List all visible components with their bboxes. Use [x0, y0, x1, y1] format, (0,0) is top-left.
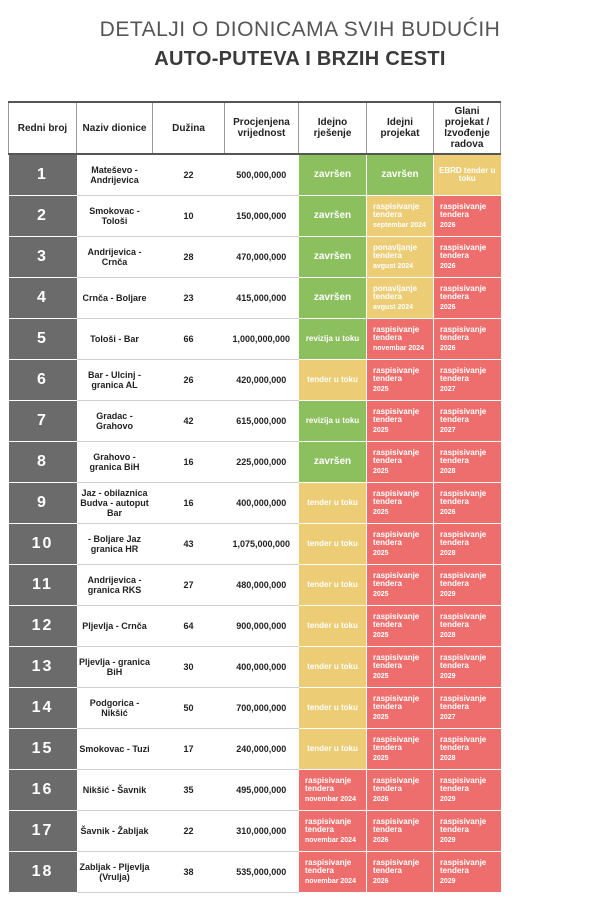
status-date: 2028 [440, 549, 456, 557]
section-name: Jaz - obilaznica Budva - autoput Bar [77, 483, 153, 524]
row-number: 12 [9, 606, 77, 647]
status-text: raspisivanje tendera [440, 570, 487, 588]
status-idejni-projekat [367, 154, 434, 196]
status-idejno-rjesenje [299, 196, 367, 237]
status-date: novembar 2024 [305, 795, 356, 803]
status-idejno-rjesenje [299, 606, 367, 647]
status-glavni-projekat [434, 196, 501, 237]
status-text: raspisivanje tendera [440, 857, 487, 875]
status-text: raspisivanje tendera [440, 283, 487, 301]
row-number: 9 [9, 483, 77, 524]
section-value: 1,075,000,000 [225, 524, 299, 565]
status-idejno-rjesenje [299, 319, 367, 360]
section-name: Andrijevica - Crnča [77, 237, 153, 278]
status-date: novembar 2024 [305, 877, 356, 885]
section-value: 415,000,000 [225, 278, 299, 319]
section-length: 38 [153, 852, 225, 893]
section-length: 43 [153, 524, 225, 565]
section-length: 17 [153, 729, 225, 770]
status-text: raspisivanje tendera [440, 242, 487, 260]
section-value: 470,000,000 [225, 237, 299, 278]
section-value: 700,000,000 [225, 688, 299, 729]
section-length: 16 [153, 442, 225, 483]
status-idejni-projekat [367, 524, 434, 565]
status-text: EBRD tender u toku [439, 166, 496, 183]
section-name: Pljevlja - Crnča [77, 606, 153, 647]
section-value: 400,000,000 [225, 483, 299, 524]
status-glavni-projekat [434, 278, 501, 319]
status-date: 2029 [440, 877, 456, 885]
section-value: 500,000,000 [225, 154, 299, 196]
status-text: tender u toku [307, 580, 358, 589]
status-glavni-projekat [434, 483, 501, 524]
col-header-value: Procjenjena vrijednost [225, 102, 299, 154]
status-text: raspisivanje tendera [373, 775, 420, 793]
section-name: Gradac - Grahovo [77, 401, 153, 442]
status-text: revizija u toku [305, 334, 360, 343]
col-header-idejno-rjesenje: Idejno rješenje [299, 102, 367, 154]
status-date: novembar 2024 [373, 344, 424, 352]
status-text: završen [381, 169, 419, 180]
table-row [9, 154, 501, 196]
row-number: 10 [9, 524, 77, 565]
section-value: 420,000,000 [225, 360, 299, 401]
status-text: raspisivanje tendera [440, 611, 487, 629]
status-glavni-projekat [434, 319, 501, 360]
status-idejno-rjesenje [299, 483, 367, 524]
status-idejni-projekat [367, 770, 434, 811]
status-date: septembar 2024 [373, 221, 426, 229]
page-title-line2: AUTO-PUTEVA I BRZIH CESTI [154, 48, 446, 70]
status-glavni-projekat [434, 770, 501, 811]
row-number: 17 [9, 811, 77, 852]
status-idejni-projekat [367, 319, 434, 360]
status-date: 2025 [373, 467, 389, 475]
status-text: raspisivanje tendera [440, 488, 487, 506]
status-date: 2026 [440, 344, 456, 352]
status-date: 2026 [440, 262, 456, 270]
status-idejno-rjesenje [299, 401, 367, 442]
status-date: novembar 2024 [305, 836, 356, 844]
status-idejni-projekat [367, 811, 434, 852]
status-idejno-rjesenje [299, 278, 367, 319]
status-date: 2025 [373, 508, 389, 516]
table-row [9, 278, 501, 319]
status-date: 2025 [373, 426, 389, 434]
status-date: 2026 [440, 508, 456, 516]
section-name: Mateševo - Andrijevica [77, 154, 153, 196]
status-idejno-rjesenje [299, 729, 367, 770]
status-text: ponavljanje tendera [373, 242, 418, 260]
status-text: raspisivanje tendera [373, 447, 420, 465]
section-length: 16 [153, 483, 225, 524]
status-date: 2027 [440, 713, 456, 721]
section-length: 30 [153, 647, 225, 688]
status-text: tender u toku [307, 744, 358, 753]
row-number: 13 [9, 647, 77, 688]
row-number: 8 [9, 442, 77, 483]
row-number: 3 [9, 237, 77, 278]
status-date: 2026 [440, 221, 456, 229]
section-value: 310,000,000 [225, 811, 299, 852]
section-name: Grahovo - granica BiH [77, 442, 153, 483]
status-idejno-rjesenje [299, 524, 367, 565]
section-length: 42 [153, 401, 225, 442]
status-text: raspisivanje tendera [440, 652, 487, 670]
status-glavni-projekat [434, 811, 501, 852]
status-idejni-projekat [367, 729, 434, 770]
status-text: raspisivanje tendera [440, 734, 487, 752]
status-idejni-projekat [367, 852, 434, 893]
status-idejno-rjesenje [299, 237, 367, 278]
status-idejni-projekat [367, 688, 434, 729]
status-text: raspisivanje tendera [440, 693, 487, 711]
status-date: 2026 [373, 877, 389, 885]
status-text: raspisivanje tendera [305, 816, 352, 834]
status-text: raspisivanje tendera [440, 529, 487, 547]
status-glavni-projekat [434, 154, 501, 196]
section-name: Smokovac - Tuzi [77, 729, 153, 770]
status-idejno-rjesenje [299, 770, 367, 811]
status-text: završen [313, 210, 352, 221]
table-row [9, 606, 501, 647]
section-value: 225,000,000 [225, 442, 299, 483]
status-idejno-rjesenje [299, 688, 367, 729]
status-glavni-projekat [434, 524, 501, 565]
status-date: 2028 [440, 754, 456, 762]
status-text: završen [313, 251, 352, 262]
status-date: 2027 [440, 426, 456, 434]
status-date: 2029 [440, 836, 456, 844]
section-name: Tološi - Bar [77, 319, 153, 360]
section-name: Smokovac - Tološi [77, 196, 153, 237]
section-length: 26 [153, 360, 225, 401]
section-value: 1,000,000,000 [225, 319, 299, 360]
table-row [9, 524, 501, 565]
section-length: 28 [153, 237, 225, 278]
status-text: raspisivanje tendera [440, 201, 487, 219]
status-idejni-projekat [367, 565, 434, 606]
status-idejno-rjesenje [299, 442, 367, 483]
status-text: završen [313, 169, 352, 180]
section-name: Bar - Ulcinj - granica AL [77, 360, 153, 401]
status-idejno-rjesenje [299, 852, 367, 893]
section-length: 27 [153, 565, 225, 606]
status-idejni-projekat [367, 401, 434, 442]
status-date: 2025 [373, 590, 389, 598]
status-text: raspisivanje tendera [373, 570, 420, 588]
table-row [9, 237, 501, 278]
status-text: tender u toku [307, 539, 358, 548]
section-length: 35 [153, 770, 225, 811]
status-date: 2025 [373, 713, 389, 721]
table-row [9, 852, 501, 893]
status-date: 2029 [440, 795, 456, 803]
section-length: 22 [153, 811, 225, 852]
status-text: raspisivanje tendera [373, 529, 420, 547]
status-date: 2025 [373, 754, 389, 762]
status-date: 2026 [373, 836, 389, 844]
status-text: raspisivanje tendera [305, 775, 352, 793]
status-date: 2025 [373, 631, 389, 639]
status-date: avgust 2024 [373, 262, 414, 270]
status-text: tender u toku [307, 498, 358, 507]
status-text: raspisivanje tendera [373, 857, 420, 875]
row-number: 4 [9, 278, 77, 319]
row-number: 7 [9, 401, 77, 442]
table-row [9, 483, 501, 524]
section-length: 10 [153, 196, 225, 237]
table-row [9, 688, 501, 729]
section-name: Zabljak - Pljevlja (Vrulja) [77, 852, 153, 893]
table-row [9, 770, 501, 811]
col-header-rb: Redni broj [9, 102, 77, 154]
status-text: raspisivanje tendera [305, 857, 352, 875]
status-text: ponavljanje tendera [373, 283, 418, 301]
status-text: raspisivanje tendera [440, 365, 487, 383]
section-value: 240,000,000 [225, 729, 299, 770]
status-text: tender u toku [307, 703, 358, 712]
section-value: 535,000,000 [225, 852, 299, 893]
status-text: raspisivanje tendera [373, 734, 420, 752]
table-row [9, 729, 501, 770]
status-date: 2028 [440, 467, 456, 475]
section-name: Nikšić - Šavnik [77, 770, 153, 811]
table-row [9, 319, 501, 360]
row-number: 18 [9, 852, 77, 893]
status-glavni-projekat [434, 647, 501, 688]
section-value: 400,000,000 [225, 647, 299, 688]
row-number: 14 [9, 688, 77, 729]
status-text: završen [313, 292, 352, 303]
section-length: 23 [153, 278, 225, 319]
status-date: 2025 [373, 549, 389, 557]
col-header-name: Naziv dionice [77, 102, 153, 154]
col-header-length: Dužina [153, 102, 225, 154]
col-header-idejni-projekat: Idejni projekat [367, 102, 434, 154]
status-glavni-projekat [434, 360, 501, 401]
status-date: 2027 [440, 385, 456, 393]
status-idejno-rjesenje [299, 811, 367, 852]
status-idejni-projekat [367, 237, 434, 278]
table-row [9, 401, 501, 442]
status-idejni-projekat [367, 278, 434, 319]
table-row [9, 811, 501, 852]
section-length: 50 [153, 688, 225, 729]
status-idejno-rjesenje [299, 647, 367, 688]
status-text: raspisivanje tendera [373, 365, 420, 383]
status-date: 2029 [440, 590, 456, 598]
status-glavni-projekat [434, 729, 501, 770]
status-text: tender u toku [307, 375, 358, 384]
status-date: 2026 [440, 303, 456, 311]
status-text: raspisivanje tendera [440, 406, 487, 424]
status-date: 2025 [373, 385, 389, 393]
section-name: Podgorica - Nikšić [77, 688, 153, 729]
status-text: raspisivanje tendera [373, 488, 420, 506]
status-text: raspisivanje tendera [440, 775, 487, 793]
status-text: tender u toku [307, 662, 358, 671]
section-length: 22 [153, 154, 225, 196]
table-row [9, 647, 501, 688]
status-idejno-rjesenje [299, 565, 367, 606]
status-glavni-projekat [434, 237, 501, 278]
section-value: 480,000,000 [225, 565, 299, 606]
status-text: raspisivanje tendera [440, 324, 487, 342]
status-text: raspisivanje tendera [373, 816, 420, 834]
status-date: 2029 [440, 672, 456, 680]
status-date: avgust 2024 [373, 303, 414, 311]
status-text: raspisivanje tendera [373, 406, 420, 424]
col-header-glavni-projekat: Glani projekat / Izvođenje radova [434, 102, 501, 154]
section-value: 150,000,000 [225, 196, 299, 237]
status-idejni-projekat [367, 360, 434, 401]
status-text: tender u toku [307, 621, 358, 630]
status-text: raspisivanje tendera [440, 447, 487, 465]
status-idejni-projekat [367, 606, 434, 647]
status-glavni-projekat [434, 565, 501, 606]
section-length: 64 [153, 606, 225, 647]
row-number: 16 [9, 770, 77, 811]
status-text: raspisivanje tendera [373, 611, 420, 629]
status-idejni-projekat [367, 442, 434, 483]
section-value: 615,000,000 [225, 401, 299, 442]
status-glavni-projekat [434, 852, 501, 893]
section-name: Šavnik - Žabljak [77, 811, 153, 852]
status-idejno-rjesenje [299, 360, 367, 401]
status-date: 2026 [373, 795, 389, 803]
status-glavni-projekat [434, 442, 501, 483]
row-number: 11 [9, 565, 77, 606]
row-number: 5 [9, 319, 77, 360]
status-text: raspisivanje tendera [373, 693, 420, 711]
table-row [9, 565, 501, 606]
row-number: 2 [9, 196, 77, 237]
section-name: - Boljare Jaz granica HR [77, 524, 153, 565]
table-row [9, 442, 501, 483]
status-idejni-projekat [367, 196, 434, 237]
page-title-line1: DETALJI O DIONICAMA SVIH BUDUĆIH [99, 18, 501, 41]
section-name: Pljevlja - granica BiH [77, 647, 153, 688]
table-row [9, 196, 501, 237]
status-glavni-projekat [434, 401, 501, 442]
section-value: 495,000,000 [225, 770, 299, 811]
status-text: raspisivanje tendera [373, 324, 420, 342]
status-idejno-rjesenje [299, 154, 367, 196]
section-name: Crnča - Boljare [77, 278, 153, 319]
section-name: Andrijevica - granica RKS [77, 565, 153, 606]
status-idejni-projekat [367, 647, 434, 688]
row-number: 1 [9, 154, 77, 196]
row-number: 6 [9, 360, 77, 401]
sections-table [8, 101, 501, 893]
status-date: 2025 [373, 672, 389, 680]
section-value: 900,000,000 [225, 606, 299, 647]
status-date: 2028 [440, 631, 456, 639]
section-length: 66 [153, 319, 225, 360]
status-text: raspisivanje tendera [440, 816, 487, 834]
header-row [9, 102, 501, 154]
status-text: revizija u toku [305, 416, 360, 425]
status-glavni-projekat [434, 606, 501, 647]
status-text: raspisivanje tendera [373, 201, 420, 219]
table-row [9, 360, 501, 401]
status-glavni-projekat [434, 688, 501, 729]
status-idejni-projekat [367, 483, 434, 524]
row-number: 15 [9, 729, 77, 770]
status-text: raspisivanje tendera [373, 652, 420, 670]
status-text: završen [313, 456, 352, 467]
